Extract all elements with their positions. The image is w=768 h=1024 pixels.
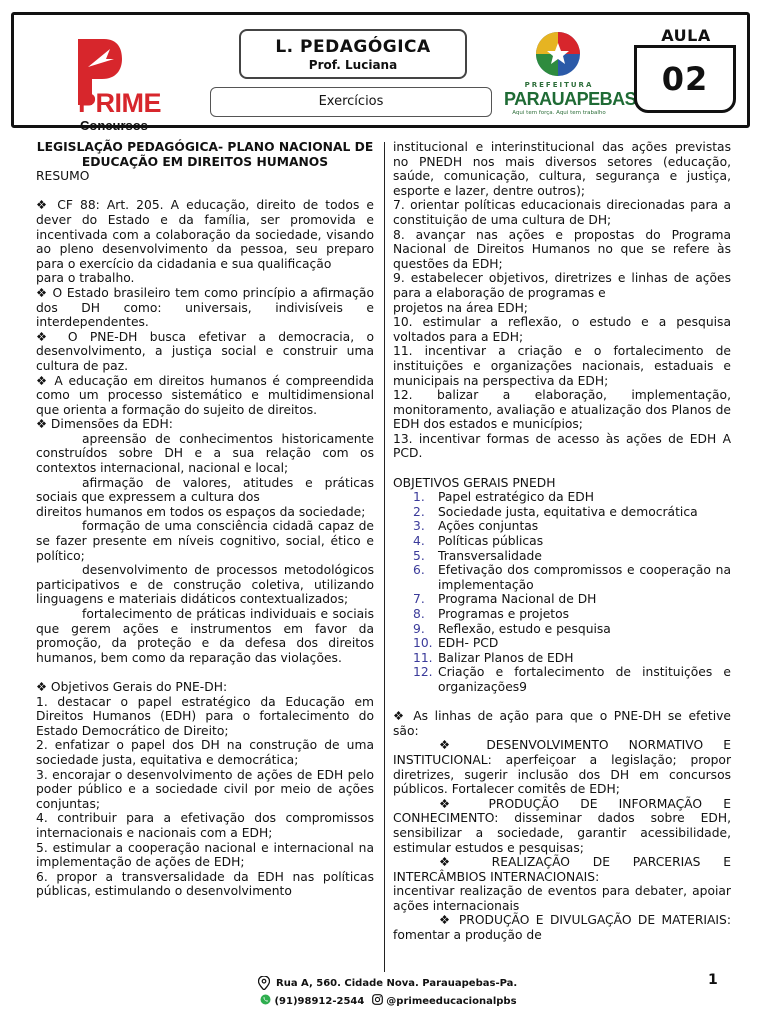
prefeitura-label: PREFEITURA <box>524 81 594 89</box>
list-item: 9. Reflexão, estudo e pesquisa <box>413 621 611 636</box>
dimension-item: formação de uma consciência cidadã capaz de se fazer presente em níveis cognitivo, social, ético e político; <box>36 519 374 563</box>
aula-label: AULA <box>661 26 711 45</box>
objective-item: 11. incentivar a criação e o fortalecimento de instituições e organizações nacionais, estaduais e municipais na perspectiva da EDH; <box>393 344 731 388</box>
objective-item: 2. enfatizar o papel dos DH na construção de uma sociedade justa, equitativa e democrática; <box>36 738 374 767</box>
action-lines-title: ❖ As linhas de ação para que o PNE-DH se efetive são: <box>393 709 731 738</box>
prefeitura-emblem-icon <box>535 31 581 77</box>
prefeitura-tagline: Aqui tem força. Aqui tem trabalho <box>512 110 606 116</box>
objective-item-cont: institucional e interinstitucional das ações previstas no PNEDH nos mais diversos setores (educação, saúde, comunicação, cultura, segurança e justiça, esporte e lazer, dentre outros); <box>393 140 731 198</box>
objective-item: 7. orientar políticas educacionais direcionadas para a constituição de uma cultura de DH; <box>393 198 731 227</box>
logo-sub: Concursos <box>80 118 148 133</box>
list-item: 8. Programas e projetos <box>413 607 570 621</box>
document-heading: LEGISLAÇÃO PEDAGÓGICA- PLANO NACIONAL DE EDUCAÇÃO EM DIREITOS HUMANOS <box>36 140 374 169</box>
objective-item: 1. destacar o papel estratégico da Educação em Direitos Humanos (EDH) para o fortalecimento do Estado Democrático de Direito; <box>36 694 374 738</box>
footer-instagram: @primeeducacionalpbs <box>386 996 517 1007</box>
objective-item: 13. incentivar formas de acesso às ações de EDH A PCD. <box>393 431 731 461</box>
objective-item: 6. propor a transversalidade da EDH nas políticas públicas, estimulando o desenvolvimento <box>36 869 374 899</box>
paragraph-pnedh: ❖ O PNE-DH busca efetivar a democracia, o desenvolvimento, a justiça social e construir uma cultura de paz. <box>36 329 374 373</box>
footer-phone: (91)98912-2544 <box>274 996 365 1007</box>
objective-item-cont: projetos na área EDH; <box>393 300 528 315</box>
aula-box <box>634 45 736 113</box>
action-line-item: ❖ REALIZAÇÃO DE PARCERIAS E INTERCÂMBIOS INTERNACIONAIS: <box>393 855 731 884</box>
action-line-item: ❖ PRODUÇÃO E DIVULGAÇÃO DE MATERIAIS: fomentar a produção de <box>393 913 731 943</box>
dimension-item: apreensão de conhecimentos historicamente construídos sobre DH e a sua relação com os contextos internacional, nacional e local; <box>36 431 374 476</box>
dimension-item-cont: direitos humanos em todos os espaços da sociedade; <box>36 504 366 519</box>
prefeitura-logo <box>504 29 637 124</box>
instagram-icon <box>372 994 383 1005</box>
list-item: 12. Criação e fortalecimento de instituições e organizações9 <box>413 665 731 694</box>
left-column <box>36 140 374 899</box>
list-item: 10. EDH- PCD <box>413 636 499 651</box>
whatsapp-icon <box>260 994 271 1005</box>
objective-item: 8. avançar nas ações e propostas do Programa Nacional de Direitos Humanos no que se refere às questões da EDH; <box>393 227 731 271</box>
paragraph-cf88-end: para o trabalho. <box>36 271 135 286</box>
resumo-label: RESUMO <box>36 169 90 184</box>
column-divider <box>384 142 385 972</box>
objective-item: 12. balizar a elaboração, implementação, monitoramento, avaliação e atualização dos Planos de EDH dos estados e municípios; <box>393 388 731 432</box>
dimensions-title: ❖ Dimensões da EDH: <box>36 417 173 432</box>
objective-item: 4. contribuir para a efetivação dos compromissos internacionais e nacionais com a EDH; <box>36 811 374 840</box>
page-number: 1 <box>708 972 718 988</box>
page-footer <box>0 972 768 1022</box>
list-item: 4. Políticas públicas <box>413 534 544 549</box>
logo-word: PRIME <box>78 88 162 118</box>
list-item: 5. Transversalidade <box>413 548 542 563</box>
footer-address: Rua A, 560. Cidade Nova. Parauapebas-Pa. <box>276 978 518 989</box>
prefeitura-name: PARAUAPEBAS <box>504 89 637 109</box>
section-label: Exercícios <box>210 87 492 117</box>
list-item: 7. Programa Nacional de DH <box>413 592 597 607</box>
dimension-item: afirmação de valores, atitudes e práticas sociais que expressem a cultura dos <box>36 475 374 505</box>
right-column <box>393 140 731 943</box>
action-line-item: ❖ DESENVOLVIMENTO NORMATIVO E INSTITUCIONAL: aperfeiçoar a legislação; propor diretrizes, sugerir inclusão dos DH em concursos públicos. Fortalecer comitês de EDH; <box>393 738 731 797</box>
paragraph-estado: ❖ O Estado brasileiro tem como princípio a afirmação dos DH como: universais, indivisíveis e interdependentes. <box>36 285 374 330</box>
list-item: 1. Papel estratégico da EDH <box>413 490 595 505</box>
list-item: 3. Ações conjuntas <box>413 519 539 534</box>
objective-item: 5. estimular a cooperação nacional e internacional na implementação de ações de EDH; <box>36 840 374 870</box>
objective-item: 9. estabelecer objetivos, diretrizes e linhas de ações para a elaboração de programas e <box>393 271 731 300</box>
dimension-item: fortalecimento de práticas individuais e sociais que gerem ações e instrumentos em favor da promoção, da proteção e da defesa dos direitos humanos, bem como da reparação das violações. <box>36 607 374 665</box>
paragraph-cf88: ❖ CF 88: Art. 205. A educação, direito de todos e dever do Estado e da família, ser promovida e incentivada com a colaboração da sociedade, visando ao pleno desenvolvimento da pessoa, seu preparo para o exercício da cidadania e sua qualificação <box>36 198 374 271</box>
location-pin-icon <box>258 976 270 990</box>
dimension-item: desenvolvimento de processos metodológicos participativos e de construção coletiva, utilizando linguagens e materiais didáticos contextualizados; <box>36 563 374 607</box>
page-header <box>11 12 750 133</box>
objective-item: 10. estimular a reflexão, o estudo e a pesquisa voltados para a EDH; <box>393 315 731 344</box>
action-line-item: ❖ PRODUÇÃO DE INFORMAÇÃO E CONHECIMENTO: disseminar dados sobre EDH, sensibilizar a sociedade, garantir acessibilidade, estimular estudos e pesquisas; <box>393 796 731 855</box>
summary-list-title: OBJETIVOS GERAIS PNEDH <box>393 475 556 490</box>
paragraph-edh: ❖ A educação em direitos humanos é compreendida como um processo sistemático e multidimensional que orienta a formação do sujeito de direitos. <box>36 373 374 417</box>
professor-name: Prof. Luciana <box>308 58 398 72</box>
aula-number: 02 <box>661 60 709 98</box>
list-item: 11. Balizar Planos de EDH <box>413 650 574 665</box>
course-title: L. PEDAGÓGICA <box>275 37 431 57</box>
objectives-title: ❖ Objetivos Gerais do PNE-DH: <box>36 679 228 694</box>
objective-item: 3. encorajar o desenvolvimento de ações de EDH pelo poder público e a sociedade civil por meio de ações conjuntas; <box>36 767 374 811</box>
list-item: 6. Efetivação dos compromissos e cooperação na implementação <box>413 563 731 592</box>
prime-logo <box>62 37 170 137</box>
list-item: 2. Sociedade justa, equitativa e democrática <box>413 504 698 519</box>
summary-list <box>393 490 731 694</box>
course-title-box <box>239 29 467 79</box>
action-line-item-cont: incentivar realização de eventos para debater, apoiar ações internacionais <box>393 884 731 913</box>
footer-contact <box>260 994 517 1007</box>
